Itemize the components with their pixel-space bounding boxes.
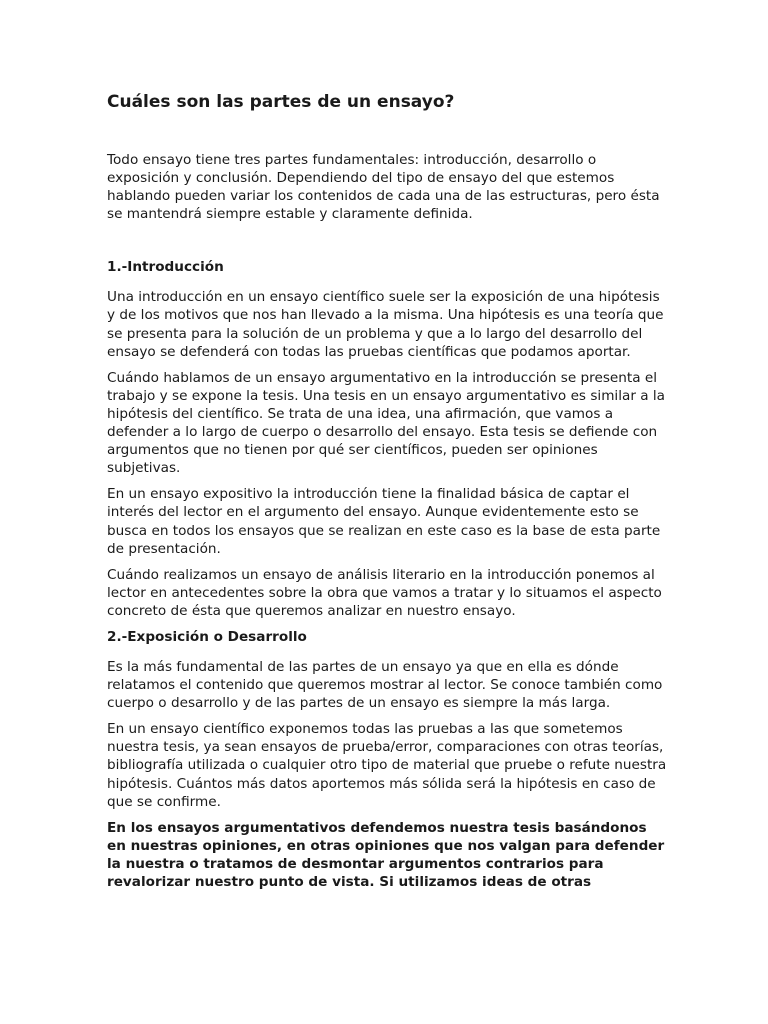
paragraph: Es la más fundamental de las partes de un ensayo ya que en ella es dónde relatamos el contenido que queremos mostrar al lector. Se conoce también como cuerpo o desarrollo y de las partes de un ensayo es siempre la más larga. bbox=[107, 658, 663, 712]
document-body bbox=[107, 151, 667, 899]
page-title: Cuáles son las partes de un ensayo? bbox=[107, 92, 455, 112]
paragraph: En un ensayo científico exponemos todas las pruebas a las que sometemos nuestra tesis, ya sean ensayos de prueba/error, comparaciones con otras teorías, bibliografía utilizada o cualquier otro tipo de material que pruebe o refute nuestra hipótesis. Cuántos más datos aportemos más sólida será la hipótesis en caso de que se confirme. bbox=[107, 721, 667, 810]
paragraph: En un ensayo expositivo la introducción tiene la finalidad básica de captar el interés del lector en el argumento del ensayo. Aunque evidentemente esto se busca en todos los ensayos que se realizan en este caso es la base de esta parte de presentación. bbox=[107, 486, 661, 557]
intro-paragraph: Todo ensayo tiene tres partes fundamentales: introducción, desarrollo o exposición y conclusión. Dependiendo del tipo de ensayo del que estemos hablando pueden variar los contenidos de cada una de las estructuras, pero ésta se mantendrá siempre estable y claramente definida. bbox=[107, 152, 660, 223]
bold-paragraph: En los ensayos argumentativos defendemos nuestra tesis basándonos en nuestras opiniones, en otras opiniones que nos valgan para defender la nuestra o tratamos de desmontar argumentos contrarios para revalorizar nuestro punto de vista. Si utilizamos ideas de otras bbox=[107, 819, 665, 890]
section-heading-desarrollo: 2.-Exposición o Desarrollo bbox=[107, 628, 307, 645]
paragraph: Cuándo hablamos de un ensayo argumentativo en la introducción se presenta el trabajo y se expone la tesis. Una tesis en un ensayo argumentativo es similar a la hipótesis del científico. Se trata de una idea, una afirmación, que vamos a defender a lo largo de cuerpo o desarrollo del ensayo. Esta tesis se defiende con argumentos que no tienen por qué ser científicos, pueden ser opiniones subjetivas. bbox=[107, 369, 665, 477]
section-heading-introduccion: 1.-Introducción bbox=[107, 259, 224, 276]
paragraph: Cuándo realizamos un ensayo de análisis literario en la introducción ponemos al lector en antecedentes sobre la obra que vamos a tratar y lo situamos el aspecto concreto de ésta que queremos analizar en nuestro ensayo. bbox=[107, 566, 662, 619]
paragraph: Una introducción en un ensayo científico suele ser la exposición de una hipótesis y de los motivos que nos han llevado a la misma. Una hipótesis es una teoría que se presenta para la solución de un problema y que a lo largo del desarrollo del ensayo se defenderá con todas las pruebas científicas que podamos aportar. bbox=[107, 289, 664, 360]
